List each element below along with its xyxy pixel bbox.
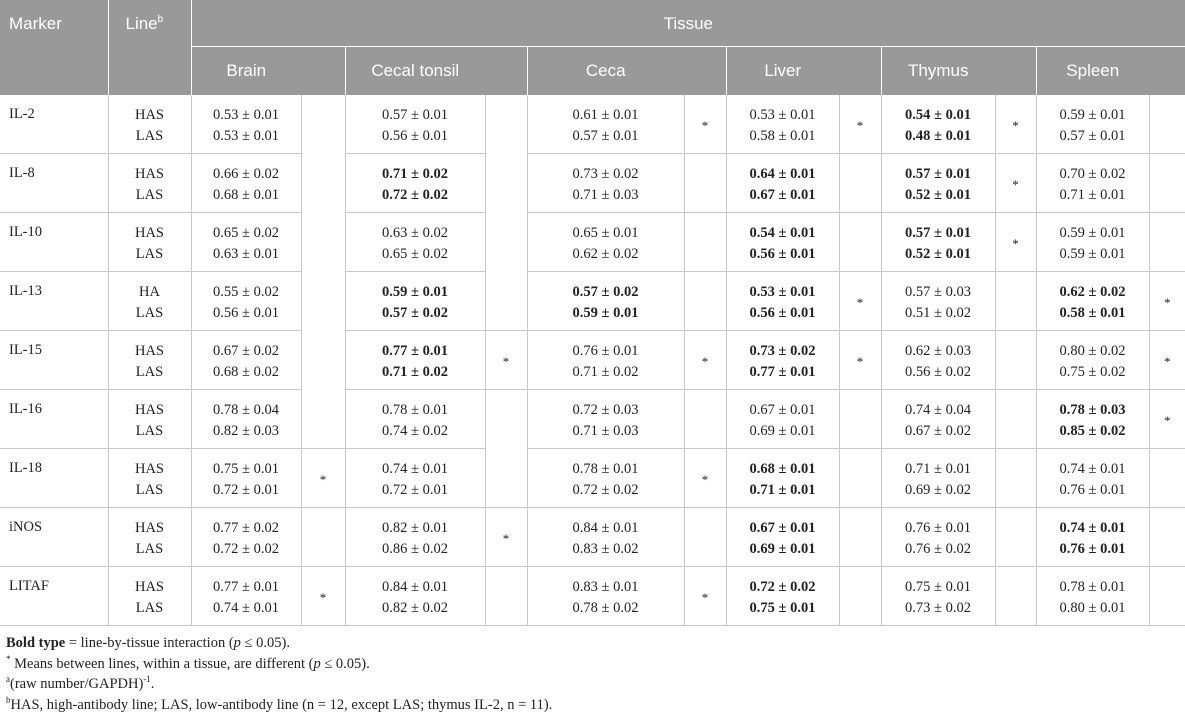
las-value: 0.82 ± 0.03 [213, 423, 279, 439]
las-value: 0.85 ± 0.02 [1059, 423, 1126, 439]
las-value: 0.72 ± 0.02 [213, 541, 279, 557]
has-value: 0.67 ± 0.02 [213, 343, 279, 359]
las-value: 0.72 ± 0.01 [213, 482, 279, 498]
liver-significance-cell [839, 449, 881, 508]
las-value: 0.75 ± 0.01 [749, 600, 816, 616]
spleen-significance-cell [1149, 449, 1185, 508]
liver-value-cell [726, 331, 839, 390]
cecal-significance-cell [485, 567, 527, 626]
marker-cell: IL-15 [0, 331, 108, 390]
footnote-a [6, 674, 552, 695]
ceca-significance-cell [684, 154, 726, 213]
ceca-significance-cell: * [684, 95, 726, 154]
las-value: 0.83 ± 0.02 [572, 541, 639, 557]
cecal-value-cell [345, 154, 485, 213]
has-value: 0.83 ± 0.01 [572, 579, 639, 595]
footnote-a-end: . [150, 676, 155, 692]
has-value: 0.65 ± 0.02 [213, 225, 279, 241]
las-value: 0.48 ± 0.01 [905, 127, 971, 144]
las-value: 0.63 ± 0.01 [213, 246, 279, 262]
las-value: 0.68 ± 0.02 [213, 364, 279, 380]
cecal-significance-cell [485, 390, 527, 508]
footnote-star [6, 654, 552, 675]
ceca-value-cell [527, 95, 684, 154]
has-value: 0.78 ± 0.04 [213, 402, 279, 418]
las-value: 0.52 ± 0.01 [905, 246, 971, 262]
line-cell [108, 449, 191, 508]
liver-significance-cell [839, 213, 881, 272]
ceca-value-cell [527, 567, 684, 626]
thymus-value-cell [881, 390, 995, 449]
line-value: LAS [135, 423, 164, 439]
las-value: 0.74 ± 0.02 [382, 423, 448, 439]
las-value: 0.71 ± 0.01 [749, 482, 816, 498]
las-value: 0.51 ± 0.02 [905, 305, 971, 321]
line-value: HAS [134, 520, 164, 536]
has-value: 0.65 ± 0.01 [572, 225, 639, 241]
las-value: 0.71 ± 0.01 [1059, 187, 1126, 203]
has-value: 0.54 ± 0.01 [749, 225, 816, 241]
brain-value-cell [191, 213, 301, 272]
has-value: 0.67 ± 0.01 [749, 520, 816, 536]
spleen-value-cell [1036, 272, 1149, 331]
footnote-star-mark: * [6, 653, 11, 664]
las-value: 0.77 ± 0.01 [749, 364, 816, 380]
spleen-value-cell [1036, 567, 1149, 626]
ceca-significance-cell [684, 508, 726, 567]
las-value: 0.57 ± 0.01 [572, 127, 639, 144]
ceca-value-cell [527, 272, 684, 331]
thymus-significance-cell: * [995, 95, 1036, 154]
footnote-a-exp: -1 [143, 674, 151, 684]
las-value: 0.53 ± 0.01 [213, 127, 279, 144]
las-value: 0.67 ± 0.02 [905, 423, 971, 439]
ceca-value-cell [527, 213, 684, 272]
has-value: 0.78 ± 0.01 [1059, 579, 1126, 595]
cecal-value-cell [345, 272, 485, 331]
table-footnotes [6, 633, 552, 715]
footnote-b-mark: b [6, 694, 11, 705]
las-value: 0.76 ± 0.02 [905, 541, 971, 557]
header-sig-ceca [684, 46, 726, 95]
footnote-a-mark: a [6, 674, 10, 684]
las-value: 0.56 ± 0.01 [749, 246, 816, 262]
las-value: 0.75 ± 0.02 [1059, 364, 1126, 380]
cecal-value-cell [345, 567, 485, 626]
liver-significance-cell [839, 508, 881, 567]
marker-cell: IL-2 [0, 95, 108, 154]
has-value: 0.84 ± 0.01 [382, 579, 448, 595]
marker-cell: IL-13 [0, 272, 108, 331]
las-value: 0.71 ± 0.03 [572, 187, 639, 203]
las-value: 0.72 ± 0.01 [382, 482, 448, 498]
ceca-significance-cell: * [684, 331, 726, 390]
footnote-star-p: p [313, 655, 321, 672]
thymus-significance-cell [995, 567, 1036, 626]
ceca-value-cell [527, 449, 684, 508]
header-liver: Liver [764, 60, 802, 80]
las-value: 0.62 ± 0.02 [572, 246, 639, 262]
cecal-value-cell [345, 390, 485, 449]
header-sig-cecal [485, 46, 527, 95]
thymus-significance-cell [995, 508, 1036, 567]
ceca-significance-cell [684, 272, 726, 331]
liver-value-cell [726, 154, 839, 213]
las-value: 0.57 ± 0.01 [1059, 127, 1126, 144]
las-value: 0.80 ± 0.01 [1059, 600, 1126, 616]
header-cecal-tonsil: Cecal tonsil [371, 60, 460, 80]
header-sig-liver [839, 46, 881, 95]
thymus-value-cell [881, 331, 995, 390]
las-value: 0.58 ± 0.01 [749, 127, 816, 144]
liver-value-cell [726, 508, 839, 567]
liver-value-cell [726, 213, 839, 272]
brain-significance-cell: * [301, 449, 345, 508]
line-value: HAS [134, 461, 164, 477]
cecal-value-cell [345, 331, 485, 390]
table-row [0, 331, 1185, 390]
las-value: 0.59 ± 0.01 [1059, 246, 1126, 262]
has-value: 0.63 ± 0.02 [382, 225, 448, 241]
has-value: 0.78 ± 0.01 [382, 402, 448, 418]
cecal-value-cell [345, 508, 485, 567]
line-cell [108, 567, 191, 626]
line-value: HAS [134, 343, 164, 359]
thymus-significance-cell: * [995, 154, 1036, 213]
table-row [0, 272, 1185, 331]
footnote-a-text: (raw number/GAPDH) [10, 676, 144, 692]
has-value: 0.77 ± 0.01 [213, 579, 279, 595]
spleen-value-cell [1036, 390, 1149, 449]
las-value: 0.57 ± 0.02 [382, 305, 448, 321]
has-value: 0.66 ± 0.02 [213, 166, 279, 182]
spleen-value-cell [1036, 508, 1149, 567]
footnote-bold-p: p [233, 635, 241, 651]
header-line-label: Line [125, 14, 158, 33]
header-sig-spleen [1149, 46, 1185, 95]
las-value: 0.56 ± 0.01 [213, 305, 279, 321]
has-value: 0.59 ± 0.01 [1059, 106, 1126, 123]
has-value: 0.62 ± 0.03 [905, 343, 971, 359]
brain-value-cell [191, 154, 301, 213]
las-value: 0.78 ± 0.02 [572, 600, 639, 616]
has-value: 0.77 ± 0.02 [213, 520, 279, 536]
header-spleen: Spleen [1066, 60, 1120, 80]
liver-value-cell [726, 449, 839, 508]
footnote-star-end: ≤ 0.05). [320, 655, 370, 672]
table-row [0, 154, 1185, 213]
thymus-significance-cell [995, 331, 1036, 390]
header-sig-thymus [995, 46, 1036, 95]
las-value: 0.72 ± 0.02 [572, 482, 639, 498]
has-value: 0.75 ± 0.01 [905, 579, 971, 595]
header-ceca: Ceca [585, 60, 626, 80]
thymus-value-cell [881, 272, 995, 331]
has-value: 0.53 ± 0.01 [749, 106, 816, 123]
thymus-significance-cell [995, 449, 1036, 508]
brain-value-cell [191, 331, 301, 390]
has-value: 0.62 ± 0.02 [1059, 284, 1126, 300]
las-value: 0.82 ± 0.02 [382, 600, 448, 616]
thymus-value-cell [881, 508, 995, 567]
has-value: 0.82 ± 0.01 [382, 520, 448, 536]
las-value: 0.59 ± 0.01 [572, 305, 639, 321]
brain-significance-cell [301, 95, 345, 449]
has-value: 0.57 ± 0.02 [572, 284, 639, 300]
spleen-value-cell [1036, 95, 1149, 154]
liver-significance-cell: * [839, 272, 881, 331]
las-value: 0.56 ± 0.01 [382, 127, 448, 144]
thymus-value-cell [881, 449, 995, 508]
cecal-significance-cell: * [485, 331, 527, 390]
line-cell [108, 95, 191, 154]
thymus-significance-cell [995, 390, 1036, 449]
has-value: 0.84 ± 0.01 [572, 520, 639, 536]
footnote-b-text: HAS, high-antibody line; LAS, low-antibody line (n = 12, except LAS; thymus IL-2, n = 11). [10, 696, 553, 713]
thymus-value-cell [881, 154, 995, 213]
liver-value-cell [726, 567, 839, 626]
has-value: 0.74 ± 0.01 [1059, 520, 1126, 536]
header-marker [0, 0, 108, 95]
has-value: 0.78 ± 0.03 [1059, 402, 1126, 418]
has-value: 0.67 ± 0.01 [749, 402, 816, 418]
has-value: 0.74 ± 0.01 [1059, 461, 1126, 477]
brain-significance-cell [301, 508, 345, 567]
has-value: 0.74 ± 0.01 [382, 461, 448, 477]
ceca-value-cell [527, 154, 684, 213]
las-value: 0.56 ± 0.01 [749, 305, 816, 321]
marker-cell: IL-10 [0, 213, 108, 272]
las-value: 0.71 ± 0.02 [382, 364, 448, 380]
las-value: 0.72 ± 0.02 [382, 187, 448, 203]
liver-significance-cell [839, 390, 881, 449]
has-value: 0.53 ± 0.01 [749, 284, 816, 300]
line-cell [108, 154, 191, 213]
las-value: 0.56 ± 0.02 [905, 364, 971, 380]
footnote-bold [6, 633, 552, 654]
cecal-value-cell [345, 449, 485, 508]
las-value: 0.52 ± 0.01 [905, 187, 971, 203]
liver-value-cell [726, 95, 839, 154]
table-row [0, 213, 1185, 272]
has-value: 0.57 ± 0.01 [905, 166, 971, 182]
has-value: 0.59 ± 0.01 [382, 284, 448, 300]
footnote-b [6, 695, 552, 715]
spleen-value-cell [1036, 213, 1149, 272]
line-cell [108, 331, 191, 390]
spleen-significance-cell [1149, 154, 1185, 213]
las-value: 0.86 ± 0.02 [382, 541, 448, 557]
cecal-significance-cell: * [485, 508, 527, 567]
has-value: 0.57 ± 0.03 [905, 284, 971, 300]
footnote-star-text: Means between lines, within a tissue, are different ( [10, 655, 314, 672]
ceca-value-cell [527, 331, 684, 390]
table-row [0, 449, 1185, 508]
las-value: 0.73 ± 0.02 [905, 600, 971, 616]
line-value: HAS [134, 166, 164, 182]
brain-value-cell [191, 567, 301, 626]
spleen-significance-cell [1149, 567, 1185, 626]
line-cell [108, 213, 191, 272]
spleen-value-cell [1036, 449, 1149, 508]
has-value: 0.57 ± 0.01 [382, 106, 448, 123]
cecal-value-cell [345, 213, 485, 272]
brain-value-cell [191, 449, 301, 508]
brain-value-cell [191, 390, 301, 449]
header-line-sup: b [157, 14, 164, 25]
line-value: HAS [134, 225, 164, 241]
liver-significance-cell: * [839, 331, 881, 390]
spleen-value-cell [1036, 331, 1149, 390]
spleen-significance-cell: * [1149, 272, 1185, 331]
line-value: HAS [134, 579, 164, 595]
las-value: 0.71 ± 0.02 [572, 364, 639, 380]
brain-value-cell [191, 95, 301, 154]
las-value: 0.58 ± 0.01 [1059, 305, 1126, 321]
line-value: LAS [135, 127, 164, 144]
las-value: 0.76 ± 0.01 [1059, 541, 1126, 557]
header-tissue: Tissue [191, 0, 1185, 46]
has-value: 0.76 ± 0.01 [572, 343, 639, 359]
thymus-value-cell [881, 213, 995, 272]
ceca-value-cell [527, 390, 684, 449]
las-value: 0.74 ± 0.01 [213, 600, 279, 616]
line-value: LAS [135, 246, 164, 262]
has-value: 0.72 ± 0.03 [572, 402, 639, 418]
thymus-value-cell [881, 95, 995, 154]
spleen-significance-cell: * [1149, 390, 1185, 449]
line-value: LAS [135, 305, 164, 321]
marker-cell: LITAF [0, 567, 108, 626]
line-value: HAS [134, 402, 164, 418]
marker-cell: iNOS [0, 508, 108, 567]
has-value: 0.59 ± 0.01 [1059, 225, 1126, 241]
has-value: 0.80 ± 0.02 [1059, 343, 1126, 359]
marker-cell: IL-16 [0, 390, 108, 449]
header-line [108, 0, 191, 95]
spleen-significance-cell: * [1149, 331, 1185, 390]
table-row [0, 390, 1185, 449]
brain-significance-cell: * [301, 567, 345, 626]
thymus-value-cell [881, 567, 995, 626]
has-value: 0.74 ± 0.04 [905, 402, 971, 418]
cecal-significance-cell [485, 95, 527, 331]
header-brain: Brain [226, 60, 267, 80]
has-value: 0.75 ± 0.01 [213, 461, 279, 477]
footnote-bold-term: Bold type [6, 635, 66, 651]
las-value: 0.69 ± 0.01 [749, 423, 816, 439]
las-value: 0.68 ± 0.01 [213, 187, 279, 203]
has-value: 0.78 ± 0.01 [572, 461, 639, 477]
has-value: 0.55 ± 0.02 [213, 284, 279, 300]
has-value: 0.73 ± 0.02 [572, 166, 639, 182]
footnote-bold-text: = line-by-tissue interaction ( [65, 635, 234, 651]
table-row [0, 95, 1185, 154]
has-value: 0.70 ± 0.02 [1059, 166, 1126, 182]
has-value: 0.77 ± 0.01 [382, 343, 448, 359]
las-value: 0.71 ± 0.03 [572, 423, 639, 439]
line-value: HA [139, 284, 160, 300]
liver-significance-cell [839, 567, 881, 626]
has-value: 0.71 ± 0.01 [905, 461, 971, 477]
thymus-significance-cell: * [995, 213, 1036, 272]
liver-value-cell [726, 390, 839, 449]
has-value: 0.64 ± 0.01 [749, 166, 816, 182]
las-value: 0.69 ± 0.01 [749, 541, 816, 557]
brain-value-cell [191, 272, 301, 331]
spleen-significance-cell [1149, 213, 1185, 272]
header-sig-brain [301, 46, 345, 95]
line-value: LAS [135, 482, 164, 498]
ceca-significance-cell [684, 390, 726, 449]
line-cell [108, 508, 191, 567]
table-row [0, 508, 1185, 567]
has-value: 0.76 ± 0.01 [905, 520, 971, 536]
spleen-significance-cell [1149, 508, 1185, 567]
line-value: HAS [134, 106, 164, 123]
ceca-significance-cell: * [684, 449, 726, 508]
header-marker-label: Marker [9, 14, 62, 33]
liver-value-cell [726, 272, 839, 331]
line-value: LAS [135, 541, 164, 557]
las-value: 0.69 ± 0.02 [905, 482, 971, 498]
spleen-significance-cell [1149, 95, 1185, 154]
has-value: 0.57 ± 0.01 [905, 225, 971, 241]
has-value: 0.61 ± 0.01 [572, 106, 639, 123]
has-value: 0.72 ± 0.02 [749, 579, 816, 595]
cecal-value-cell [345, 95, 485, 154]
brain-value-cell [191, 508, 301, 567]
line-value: LAS [135, 600, 164, 616]
las-value: 0.67 ± 0.01 [749, 187, 816, 203]
line-cell [108, 272, 191, 331]
header-thymus: Thymus [908, 60, 969, 80]
line-value: LAS [135, 364, 164, 380]
ceca-value-cell [527, 508, 684, 567]
ceca-significance-cell [684, 213, 726, 272]
thymus-significance-cell [995, 272, 1036, 331]
line-value: LAS [135, 187, 164, 203]
las-value: 0.76 ± 0.01 [1059, 482, 1126, 498]
las-value: 0.65 ± 0.02 [382, 246, 448, 262]
has-value: 0.68 ± 0.01 [749, 461, 816, 477]
footnote-bold-end: ≤ 0.05). [240, 635, 290, 651]
has-value: 0.71 ± 0.02 [382, 166, 448, 182]
ceca-significance-cell: * [684, 567, 726, 626]
liver-significance-cell [839, 154, 881, 213]
marker-cell: IL-8 [0, 154, 108, 213]
line-cell [108, 390, 191, 449]
has-value: 0.54 ± 0.01 [905, 106, 971, 123]
marker-cell: IL-18 [0, 449, 108, 508]
has-value: 0.73 ± 0.02 [749, 343, 816, 359]
has-value: 0.53 ± 0.01 [213, 106, 279, 123]
table-row [0, 567, 1185, 626]
liver-significance-cell: * [839, 95, 881, 154]
spleen-value-cell [1036, 154, 1149, 213]
